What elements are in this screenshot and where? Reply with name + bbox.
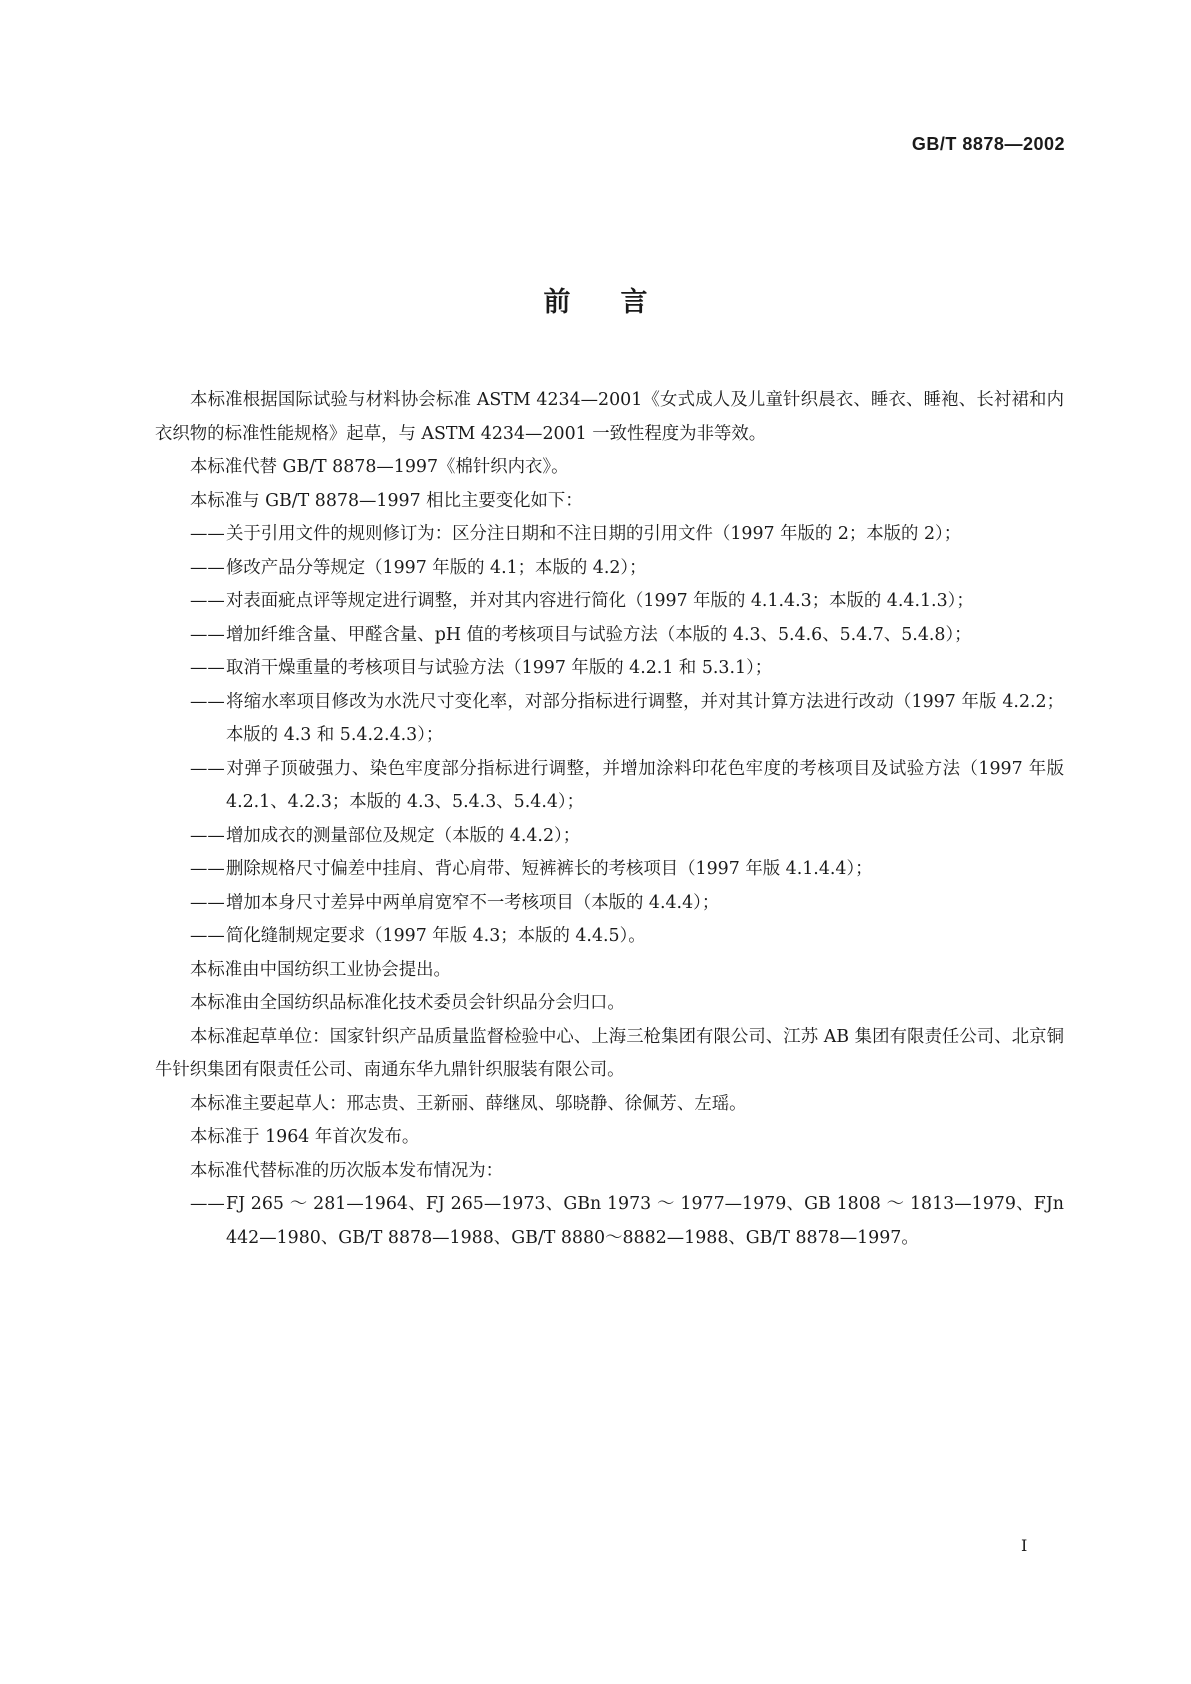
paragraph: 本标准代替标准的历次版本发布情况为： xyxy=(190,1160,504,1181)
paragraph: 本标准与 GB/T 8878—1997 相比主要变化如下： xyxy=(190,490,583,511)
list-item-text: 对弹子顶破强力、染色牢度部分指标进行调整，并增加涂料印花色牢度的考核项目及试验方法（1997 年版 4.2.1、4.2.3；本版的 4.3、5.4.3、5.4.4）； xyxy=(226,758,1064,812)
paragraph: 本标准起草单位：国家针织产品质量监督检验中心、上海三枪集团有限公司、江苏 AB 集团有限责任公司、北京铜牛针织集团有限责任公司、南通东华九鼎针织服装有限公司。 xyxy=(155,1026,1064,1080)
dash-marker: —— xyxy=(190,758,225,779)
paragraph: 本标准由中国纺织工业协会提出。 xyxy=(190,959,451,980)
dash-marker: —— xyxy=(190,1194,225,1214)
list-item-text: 取消干燥重量的考核项目与试验方法（1997 年版的 4.2.1 和 5.3.1）； xyxy=(226,658,773,678)
dash-marker: —— xyxy=(190,624,225,645)
paragraph: 本标准主要起草人：邢志贵、王新丽、薛继凤、邬晓静、徐佩芳、左瑶。 xyxy=(190,1093,747,1114)
dash-marker: —— xyxy=(190,591,225,611)
paragraph: 本标准代替 GB/T 8878—1997《棉针织内衣》。 xyxy=(190,457,569,477)
changes-list xyxy=(155,518,1064,954)
list-item xyxy=(155,920,1064,954)
history-item xyxy=(155,1188,1064,1255)
list-item-text: 修改产品分等规定（1997 年版的 4.1；本版的 4.2）； xyxy=(226,557,647,578)
dash-marker: —— xyxy=(190,691,225,712)
list-item xyxy=(155,820,1064,854)
list-item xyxy=(155,753,1064,820)
history-text: FJ 265 ～ 281—1964、FJ 265—1973、GBn 1973 ～ 1977—1979、GB 1808 ～ 1813—1979、FJn 442—1980、GB/T 8878—1988、GB/T 8880～8882—1988、GB/T 8878—1997。 xyxy=(226,1194,1064,1248)
paragraph: 本标准于 1964 年首次发布。 xyxy=(190,1127,420,1147)
page-number: I xyxy=(1021,1536,1028,1555)
dash-marker: —— xyxy=(190,892,225,913)
list-item xyxy=(155,552,1064,586)
list-item xyxy=(155,853,1064,887)
preface-body xyxy=(155,384,1064,1255)
paragraph: 本标准由全国纺织品标准化技术委员会针织品分会归口。 xyxy=(190,993,625,1013)
paragraph: 本标准根据国际试验与材料协会标准 ASTM 4234—2001《女式成人及儿童针织晨衣、睡衣、睡袍、长衬裙和内衣织物的标准性能规格》起草，与 ASTM 4234—2001 一致性程度为非等效。 xyxy=(155,390,1064,444)
dash-marker: —— xyxy=(190,658,225,678)
list-item xyxy=(155,619,1064,653)
list-item-text: 将缩水率项目修改为水洗尺寸变化率，对部分指标进行调整，并对其计算方法进行改动（1997 年版 4.2.2；本版的 4.3 和 5.4.2.4.3）； xyxy=(226,691,1064,745)
document-code: GB/T 8878—2002 xyxy=(911,134,1065,154)
dash-marker: —— xyxy=(190,926,225,946)
list-item-text: 删除规格尺寸偏差中挂肩、背心肩带、短裤裤长的考核项目（1997 年版 4.1.4.4）； xyxy=(226,859,873,879)
list-item-text: 增加纤维含量、甲醛含量、pH 值的考核项目与试验方法（本版的 4.3、5.4.6、5.4.7、5.4.8）； xyxy=(226,624,972,645)
dash-marker: —— xyxy=(190,825,225,846)
dash-marker: —— xyxy=(190,859,225,879)
list-item-text: 简化缝制规定要求（1997 年版 4.3；本版的 4.4.5）。 xyxy=(226,926,646,946)
list-item xyxy=(155,585,1064,619)
list-item xyxy=(155,887,1064,921)
dash-marker: —— xyxy=(190,524,225,544)
list-item-text: 关于引用文件的规则修订为：区分注日期和不注日期的引用文件（1997 年版的 2；本版的 2）； xyxy=(226,524,962,544)
list-item-text: 增加本身尺寸差异中两单肩宽窄不一考核项目（本版的 4.4.4）； xyxy=(226,892,720,913)
list-item xyxy=(155,518,1064,552)
page-title: 前言 xyxy=(543,287,698,318)
list-item-text: 增加成衣的测量部位及规定（本版的 4.4.2）； xyxy=(226,825,581,846)
list-item xyxy=(155,686,1064,753)
list-item-text: 对表面疵点评等规定进行调整，并对其内容进行简化（1997 年版的 4.1.4.3；本版的 4.4.1.3）； xyxy=(226,591,974,611)
list-item xyxy=(155,652,1064,686)
dash-marker: —— xyxy=(190,557,225,578)
